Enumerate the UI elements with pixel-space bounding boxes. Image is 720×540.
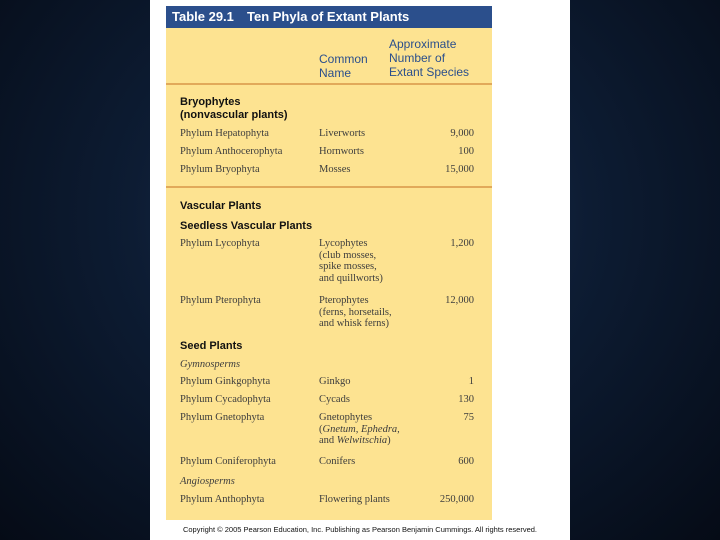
header-rule bbox=[166, 83, 492, 85]
header-approx-line3: Extant Species bbox=[389, 65, 470, 79]
gnetophyta-common-line3 bbox=[319, 435, 400, 447]
header-approx-line1: Approximate bbox=[389, 37, 457, 51]
bryophytes-rule bbox=[166, 186, 492, 188]
table-title: Ten Phyla of Extant Plants bbox=[247, 9, 410, 24]
lycophyta-common-line1: Lycophytes bbox=[319, 238, 368, 249]
genus-gnetum: Gnetum, bbox=[322, 423, 359, 435]
lycophyta-common-line2: (club mosses, bbox=[319, 249, 377, 261]
row-gnetophyta-phylum: Phylum Gnetophyta bbox=[180, 412, 265, 423]
copyright-notice: Copyright © 2005 Pearson Education, Inc. Publishing as Pearson Benjamin Cummings. All rights reserved. bbox=[182, 525, 538, 534]
row-coniferophyta-count: 600 bbox=[458, 456, 474, 467]
row-bryophyta-common: Mosses bbox=[319, 164, 351, 175]
header-approx-species bbox=[389, 37, 469, 79]
row-pterophyta-count: 12,000 bbox=[445, 295, 474, 306]
row-ginkgophyta-count: 1 bbox=[468, 376, 474, 387]
gnetophyta-paren-close: ) bbox=[387, 435, 391, 446]
row-anthophyta-phylum: Phylum Anthophyta bbox=[180, 494, 265, 505]
row-pterophyta-common bbox=[319, 295, 392, 330]
gnetophyta-paren-open: ( bbox=[319, 423, 323, 435]
row-lycophyta-phylum: Phylum Lycophyta bbox=[180, 238, 260, 249]
vascular-heading: Vascular Plants bbox=[180, 200, 262, 212]
gymnosperms-label: Gymnosperms bbox=[180, 359, 241, 370]
row-coniferophyta-common: Conifers bbox=[319, 456, 356, 467]
row-lycophyta-count: 1,200 bbox=[450, 238, 474, 249]
row-ginkgophyta-common: Ginkgo bbox=[319, 376, 351, 387]
row-gnetophyta-count: 75 bbox=[463, 412, 474, 423]
row-cycadophyta-common: Cycads bbox=[319, 394, 350, 405]
bryophytes-heading bbox=[180, 96, 288, 122]
genus-ephedra: Ephedra, bbox=[361, 423, 400, 435]
seedless-heading: Seedless Vascular Plants bbox=[180, 220, 313, 232]
header-common-line1: Common bbox=[319, 52, 368, 66]
row-hepatophyta-phylum: Phylum Hepatophyta bbox=[180, 128, 269, 139]
header-approx-line2: Number of bbox=[389, 51, 446, 65]
pterophyta-common-line3: and whisk ferns) bbox=[319, 318, 389, 329]
row-anthocerophyta-phylum: Phylum Anthocerophyta bbox=[180, 146, 283, 157]
bryophytes-heading-line1: Bryophytes bbox=[180, 96, 241, 108]
pterophyta-common-line1: Pterophytes bbox=[319, 295, 369, 306]
plant-phyla-table bbox=[166, 6, 492, 520]
row-hepatophyta-count: 9,000 bbox=[450, 128, 474, 139]
pterophyta-common-line2: (ferns, horsetails, bbox=[319, 306, 392, 318]
row-bryophyta-phylum: Phylum Bryophyta bbox=[180, 164, 260, 175]
table-title-bar bbox=[166, 6, 492, 28]
seed-plants-heading: Seed Plants bbox=[180, 340, 243, 352]
bryophytes-heading-line2: (nonvascular plants) bbox=[180, 109, 288, 121]
angiosperms-label: Angiosperms bbox=[180, 476, 235, 487]
row-bryophyta-count: 15,000 bbox=[445, 164, 474, 175]
lycophyta-common-line3: spike mosses, bbox=[319, 261, 377, 272]
row-lycophyta-common bbox=[319, 238, 383, 284]
row-cycadophyta-phylum: Phylum Cycadophyta bbox=[180, 394, 271, 405]
row-anthocerophyta-common: Hornworts bbox=[319, 146, 364, 157]
gnetophyta-and: and bbox=[319, 435, 335, 446]
row-hepatophyta-common: Liverworts bbox=[319, 128, 366, 139]
row-ginkgophyta-phylum: Phylum Ginkgophyta bbox=[180, 376, 271, 387]
header-common-name bbox=[319, 52, 368, 80]
row-cycadophyta-count: 130 bbox=[458, 394, 474, 405]
row-gnetophyta-common bbox=[319, 412, 400, 447]
row-anthophyta-count: 250,000 bbox=[439, 494, 474, 505]
gnetophyta-common-line2 bbox=[319, 424, 400, 436]
row-anthophyta-common: Flowering plants bbox=[319, 494, 390, 505]
genus-welwitschia: Welwitschia bbox=[336, 435, 388, 446]
row-coniferophyta-phylum: Phylum Coniferophyta bbox=[180, 456, 276, 467]
lycophyta-common-line4: and quillworts) bbox=[319, 272, 383, 284]
row-anthocerophyta-count: 100 bbox=[458, 146, 474, 157]
row-pterophyta-phylum: Phylum Pterophyta bbox=[180, 295, 261, 306]
gnetophyta-common-line1: Gnetophytes bbox=[319, 412, 373, 423]
table-number: Table 29.1 bbox=[172, 9, 234, 24]
header-common-line2: Name bbox=[319, 66, 352, 80]
